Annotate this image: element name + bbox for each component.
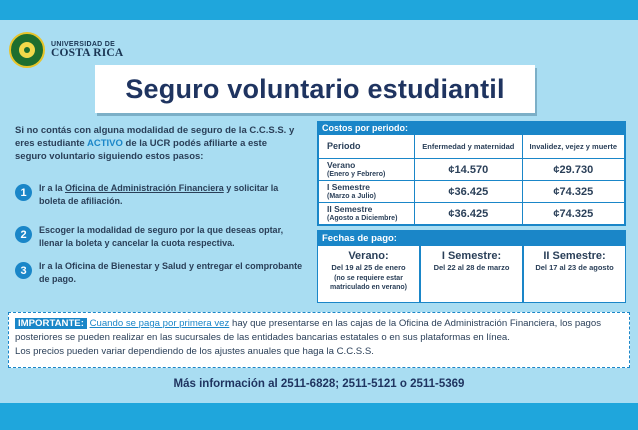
note-paragraph-2: Los precios pueden variar dependiendo de los ajustes anuales que haga la C.C.S.S. xyxy=(15,346,374,357)
col-disability-header: Invalidez, vejez y muerte xyxy=(522,135,624,159)
step-3-number: 3 xyxy=(15,262,32,279)
step-1-after: y solicitar la boleta de afiliación. xyxy=(39,183,279,206)
ucr-seal-icon xyxy=(9,32,45,68)
note-text-1: hay que presentarse en las cajas de la Oficina de Administración Financiera, los pagos posteriores se pueden realizar en las sucursales de las entidades bancarias estatales o en sus plataformas en línea. xyxy=(15,318,602,343)
note-label: IMPORTANTE: xyxy=(15,318,87,329)
period-sub: (Enero y Febrero) xyxy=(327,170,386,178)
table-row xyxy=(319,181,625,203)
step-1-text xyxy=(39,182,305,207)
date-name: I Semestre: xyxy=(441,250,502,262)
col-period-header: Periodo xyxy=(319,135,415,159)
date-col-i-semestre xyxy=(421,246,524,302)
illness-amount: ¢36.425 xyxy=(415,181,523,203)
period-name: II Semestre xyxy=(327,203,373,214)
illness-amount: ¢14.570 xyxy=(415,159,523,181)
costs-heading: Costos por periodo: xyxy=(318,122,625,134)
disability-amount: ¢74.325 xyxy=(522,203,624,225)
title-box xyxy=(95,65,535,113)
date-range: Del 17 al 23 de agosto xyxy=(535,263,614,272)
payment-dates-panel xyxy=(317,230,626,303)
period-cell xyxy=(319,181,415,203)
date-name: II Semestre: xyxy=(543,250,606,262)
step-1-before: Ir a la xyxy=(39,183,66,193)
period-sub: (Agosto a Diciembre) xyxy=(327,214,398,222)
period-name: Verano xyxy=(327,159,356,170)
disability-amount: ¢29.730 xyxy=(522,159,624,181)
note-underline: Cuando se paga por primera vez xyxy=(89,318,230,329)
important-note xyxy=(8,312,630,368)
intro-active-word: ACTIVO xyxy=(86,138,123,149)
logo-text xyxy=(51,41,123,60)
period-cell xyxy=(319,203,415,225)
step-2 xyxy=(15,224,305,249)
dates-row xyxy=(318,246,625,302)
costs-panel xyxy=(317,121,626,226)
date-col-ii-semestre xyxy=(524,246,625,302)
intro-text xyxy=(15,124,300,163)
step-3-text: Ir a la Oficina de Bienestar y Salud y entregar el comprobante de pago. xyxy=(39,261,303,284)
bottom-bar xyxy=(0,403,638,430)
date-range: Del 19 al 25 de enero xyxy=(331,263,406,272)
date-range: Del 22 al 28 de marzo xyxy=(433,263,510,272)
period-name: I Semestre xyxy=(327,181,370,192)
step-3 xyxy=(15,260,305,285)
dates-heading: Fechas de pago: xyxy=(318,231,625,246)
table-row xyxy=(319,203,625,225)
date-name: Verano: xyxy=(348,250,389,262)
date-note: (no se requiere estar matriculado en verano) xyxy=(329,275,408,291)
step-2-text: Escoger la modalidad de seguro por la que deseas optar, llenar la boleta y cancelar la cuota respectiva. xyxy=(39,225,284,248)
step-1 xyxy=(15,182,305,207)
note-paragraph-1 xyxy=(15,317,623,345)
costs-table xyxy=(318,134,625,225)
page-title: Seguro voluntario estudiantil xyxy=(125,73,505,104)
step-2-number: 2 xyxy=(15,226,32,243)
step-1-number: 1 xyxy=(15,184,32,201)
intro-after: de la UCR podés afiliarte a este seguro voluntario siguiendo estos pasos: xyxy=(15,138,268,162)
period-cell xyxy=(319,159,415,181)
ucr-logo xyxy=(9,30,139,70)
period-sub: (Marzo a Julio) xyxy=(327,192,377,200)
contact-info: Más información al 2511-6828; 2511-5121 o 2511-5369 xyxy=(173,378,465,390)
logo-line1: UNIVERSIDAD DE xyxy=(51,40,116,48)
date-col-verano xyxy=(318,246,421,302)
table-row xyxy=(319,159,625,181)
logo-line2: COSTA RICA xyxy=(51,46,124,59)
oficina-financiera-link[interactable]: Oficina de Administración Financiera xyxy=(65,183,224,193)
col-illness-header: Enfermedad y maternidad xyxy=(415,135,523,159)
top-bar xyxy=(0,0,638,20)
illness-amount: ¢36.425 xyxy=(415,203,523,225)
intro-before: Si no contás con alguna modalidad de seguro de la C.C.S.S. y eres estudiante xyxy=(15,125,295,149)
disability-amount: ¢74.325 xyxy=(522,181,624,203)
costs-header-row xyxy=(319,135,625,159)
